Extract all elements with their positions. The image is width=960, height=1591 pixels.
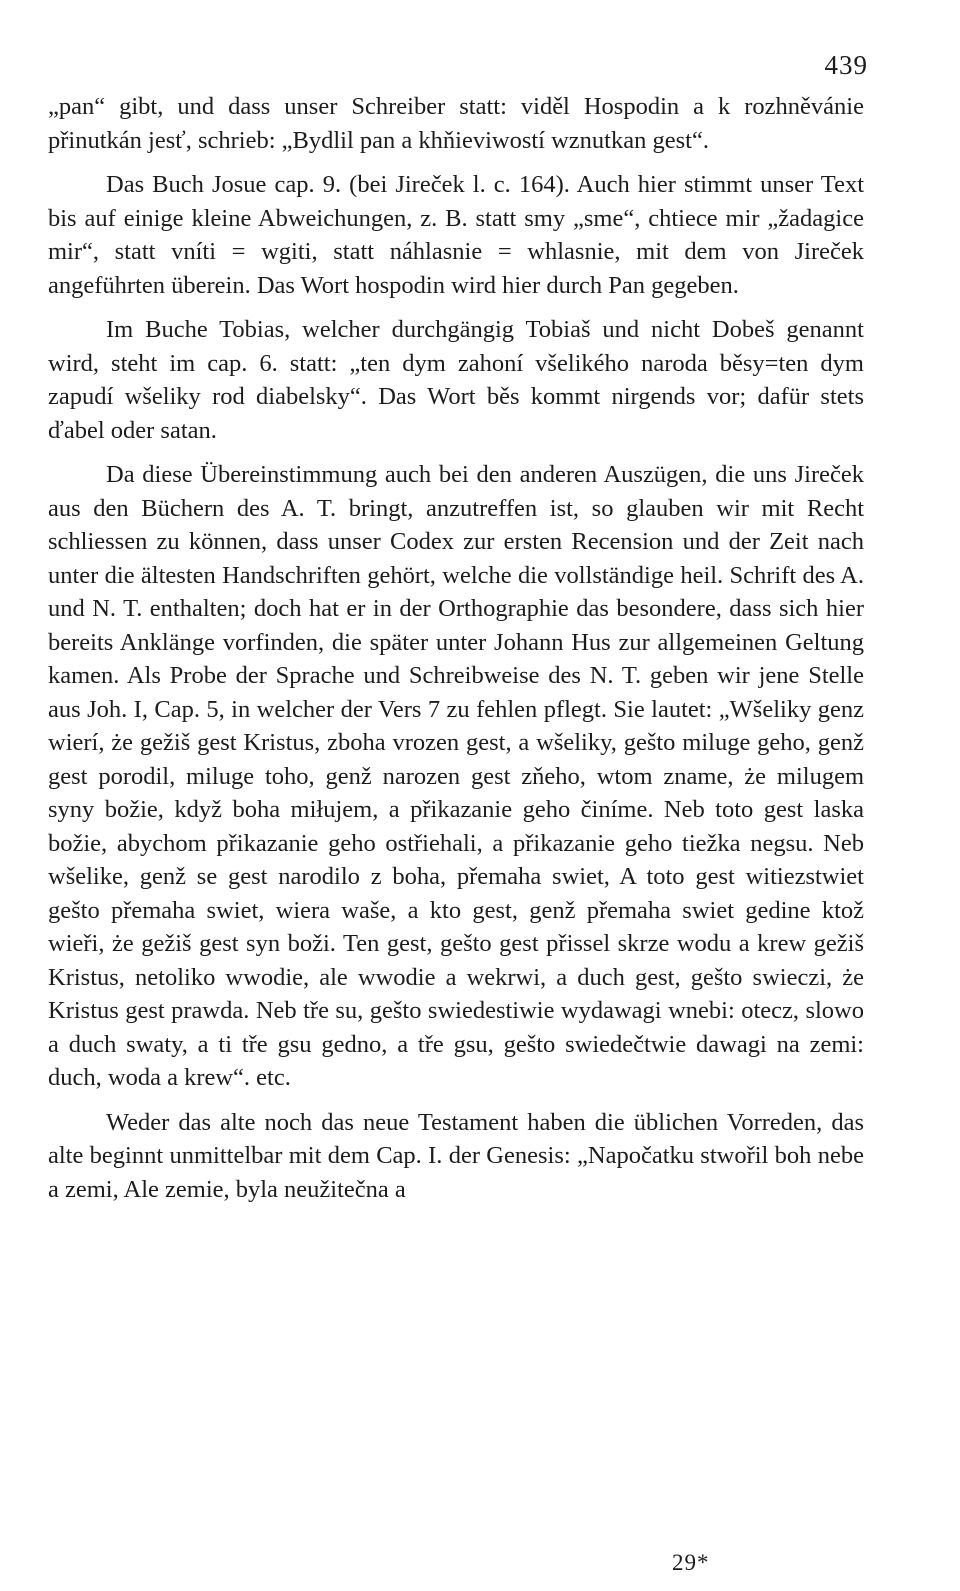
paragraph-5: Weder das alte noch das neue Testament haben die üblichen Vorreden, das alte beginnt unmittelbar mit dem Cap. I. der Genesis: „Napočatku stwořil boh nebe a zemi, Ale zemie, byla neužitečna a — [48, 1108, 864, 1203]
paragraph-4: Da diese Übereinstimmung auch bei den anderen Auszügen, die uns Jireček aus den Büchern des A. T. bringt, anzutreffen ist, so glauben wir mit Recht schliessen zu können, dass unser Codex zur ersten Recension und der Zeit nach unter die ältesten Handschriften gehört, welche die vollständige heil. Schrift des A. und N. T. enthalten; doch hat er in der Orthographie das besondere, dass sich hier bereits Anklänge vorfinden, die später unter Johann Hus zur allgemeinen Geltung kamen. Als Probe der Sprache und Schreibweise des N. T. geben wir jene Stelle aus Joh. I, Cap. 5, in welcher der Vers 7 zu fehlen pflegt. Sie lautet: „Wšeliky genz wierí, że gežiš gest Kristus, zboha vrozen gest, a wšeliky, gešto miluge geho, genž gest porodil, miluge toho, genž narozen gest zňeho, wtom zname, że milugem syny božie, když boha miłujem, a přikazanie geho činíme. Neb toto gest laska božie, abychom přikazanie geho ostřiehali, a přikazanie geho tiežka negsu. Neb wšelike, genž se gest narodilo z boha, přemaha swiet, A toto gest witiezstwiet gešto přemaha swiet, wiera waše, a kto gest, genž přemaha swiet gedine ktož wieři, że gežiš gest syn boži. Ten gest, gešto gest přissel skrze wodu a krew gežiš Kristus, netoliko wwodie, ale wwodie a wekrwi, a duch gest, gešto swieczi, że Kristus gest prawda. Neb tře su, gešto swiedestiwie wydawagi wnebi: otecz, slowo a duch swaty, a ti tře gsu gedno, a tře gsu, gešto swiedečtwie dawagi na zemi: duch, woda a krew“. etc. — [48, 461, 864, 1091]
signature-mark: 29* — [672, 1550, 710, 1575]
paragraph-2: Das Buch Josue cap. 9. (bei Jireček l. c. 164). Auch hier stimmt unser Text bis auf einige kleine Abweichungen, z. B. statt smy „sme“, chtiece mir „žadagice mir“, statt vníti = wgiti, statt náhlasnie = whlasnie, mit dem von Jireček angeführten überein. Das Wort hospodin wird hier durch Pan gegeben. — [48, 171, 864, 299]
paragraph-1: „pan“ gibt, und dass unser Schreiber statt: viděl Hospodin a k rozhněvánie přinutkán jesť, schrieb: „Bydlil pan a khňieviwostí wznutkan gest“. — [48, 93, 864, 154]
paragraph-3: Im Buche Tobias, welcher durchgängig Tobiaš und nicht Dobeš genannt wird, steht im cap. 6. statt: „ten dym zahoní všelikého naroda běsy=ten dym zapudí wšeliky rod diabelsky“. Das Wort běs kommt nirgends vor; dafür stets ďabel oder satan. — [48, 316, 864, 444]
page-number: 439 — [824, 50, 868, 80]
body-text — [48, 90, 864, 1217]
